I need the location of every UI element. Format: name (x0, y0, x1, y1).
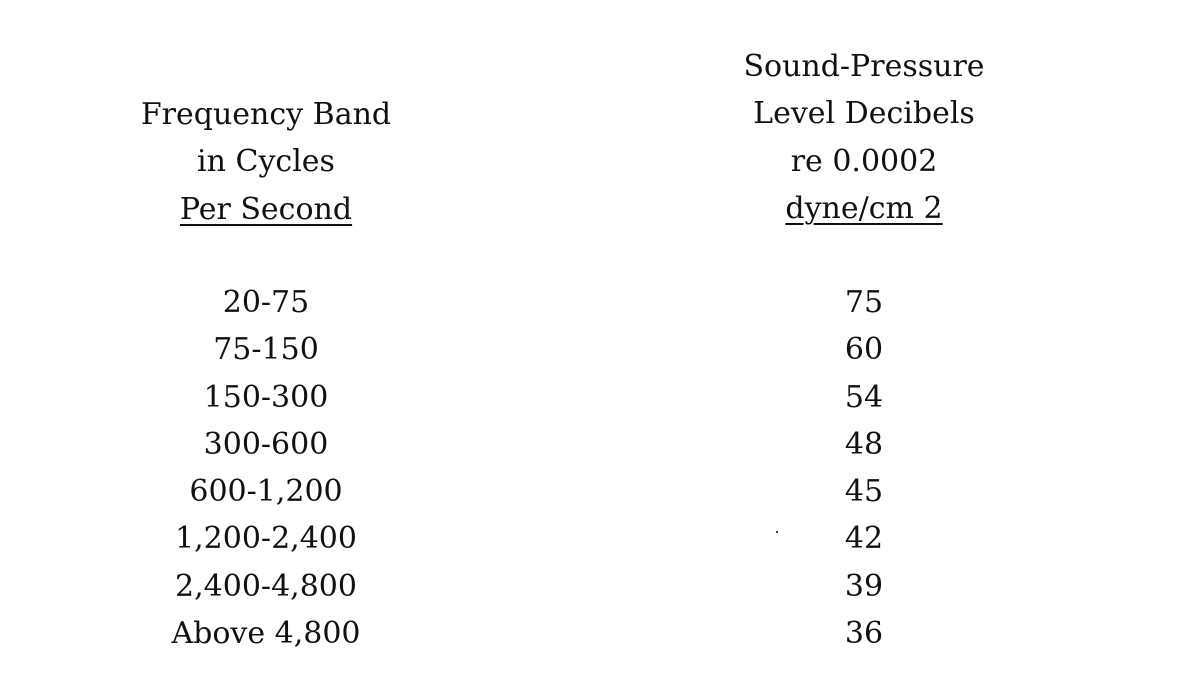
table-cell: 600-1,200 (189, 474, 343, 510)
sound-pressure-values (714, 279, 1014, 657)
sound-pressure-header (714, 43, 1014, 232)
table-cell: 54 (844, 379, 884, 415)
table-cell: 42 (844, 521, 884, 557)
header-line: re 0.0002 (790, 143, 938, 179)
table-cell: 20-75 (222, 285, 310, 320)
table-cell: 60 (844, 332, 884, 368)
table-cell: 75-150 (213, 332, 319, 368)
table-cell: 2,400-4,800 (175, 568, 357, 604)
table-cell: 150-300 (203, 379, 329, 415)
table-cell: 1,200-2,400 (175, 521, 357, 557)
table-cell: 36 (844, 616, 884, 652)
frequency-band-header (116, 91, 416, 233)
table-cell: 300-600 (203, 426, 329, 462)
header-line-underlined (714, 185, 1014, 232)
table-cell: 45 (844, 474, 884, 510)
frequency-band-values (116, 279, 416, 657)
header-line: in Cycles (197, 144, 335, 180)
header-line-underlined (116, 186, 416, 233)
header-line: Frequency Band (140, 97, 392, 132)
header-line-text: dyne/cm 2 (785, 190, 943, 226)
table-cell: Above 4,800 (171, 616, 361, 652)
header-line: Sound-Pressure (743, 49, 985, 84)
header-line: Level Decibels (753, 96, 975, 132)
header-line-text: Per Second (179, 191, 353, 227)
table-cell: 48 (844, 426, 884, 462)
table-cell: 39 (844, 568, 884, 604)
table-cell: 75 (844, 285, 884, 320)
scan-speck (776, 531, 778, 533)
